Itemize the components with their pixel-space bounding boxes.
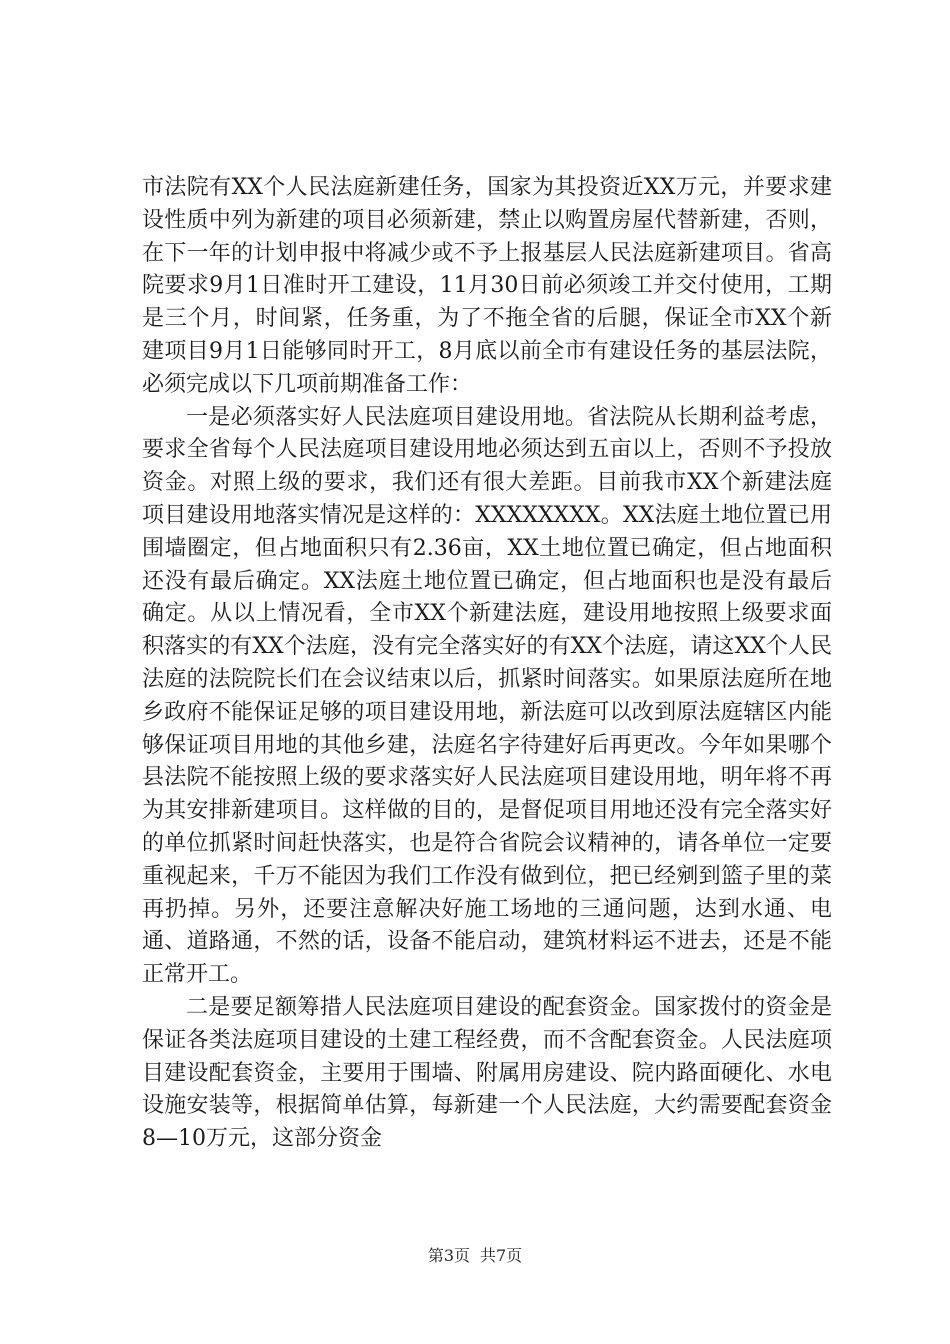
paragraph-1: 市法院有XX个人民法庭新建任务，国家为其投资近XX万元，并要求建设性质中列为新建的项目必须新建，禁止以购置房屋代替新建，否则，在下一年的计划申报中将减少或不予上报基层人民法庭新建项目。省高院要求9月1日准时开工建设，11月30日前必须竣工并交付使用，工期是三个月，时间紧，任务重，为了不拖全省的后腿，保证全市XX个新建项目9月1日能够同时开工，8月底以前全市有建设任务的基层法院，必须完成以下几项前期准备工作： [142,175,832,397]
page-total: 共7页 [480,1246,523,1265]
paragraph-2: 一是必须落实好人民法庭项目建设用地。省法院从长期利益考虑，要求全省每个人民法庭项目建设用地必须达到五亩以上，否则不予投放资金。对照上级的要求，我们还有很大差距。目前我市XX个新建法庭项目建设用地落实情况是这样的：XXXXXXXX。XX法庭土地位置已用围墙圈定，但占地面积只有2.36亩，XX土地位置已确定，但占地面积还没有最后确定。XX法庭土地位置已确定，但占地面积也是没有最后确定。从以上情况看，全市XX个新建法庭，建设用地按照上级要求面积落实的有XX个法庭，没有完全落实好的有XX个法庭，请这XX个人民法庭的法院院长们在会议结束以后，抓紧时间落实。如果原法庭所在地乡政府不能保证足够的项目建设用地，新法庭可以改到原法庭辖区内能够保证项目用地的其他乡建，法庭名字待建好后再更改。今年如果哪个县法院不能按照上级的要求落实好人民法庭项目建设用地，明年将不再为其安排新建项目。这样做的目的，是督促项目用地还没有完全落实好的单位抓紧时间赶快落实，也是符合省院会议精神的，请各单位一定要重视起来，千万不能因为我们工作没有做到位，把已经剜到篮子里的菜再扔掉。另外，还要注意解决好施工场地的三通问题，达到水通、电通、道路通，不然的话，设备不能启动，建筑材料运不进去，还是不能正常开工。 [142,404,832,988]
document-body [142,172,832,1156]
page-number: 第3页 [427,1246,470,1265]
page-footer [0,1246,950,1266]
paragraph-3: 二是要足额筹措人民法庭项目建设的配套资金。国家拨付的资金是保证各类法庭项目建设的土建工程经费，而不含配套资金。人民法庭项目建设配套资金，主要用于围墙、附属用房建设、院内路面硬化、水电设施安装等，根据简单估算，每新建一个人民法庭，大约需要配套资金8—10万元，这部分资金 [142,994,832,1152]
